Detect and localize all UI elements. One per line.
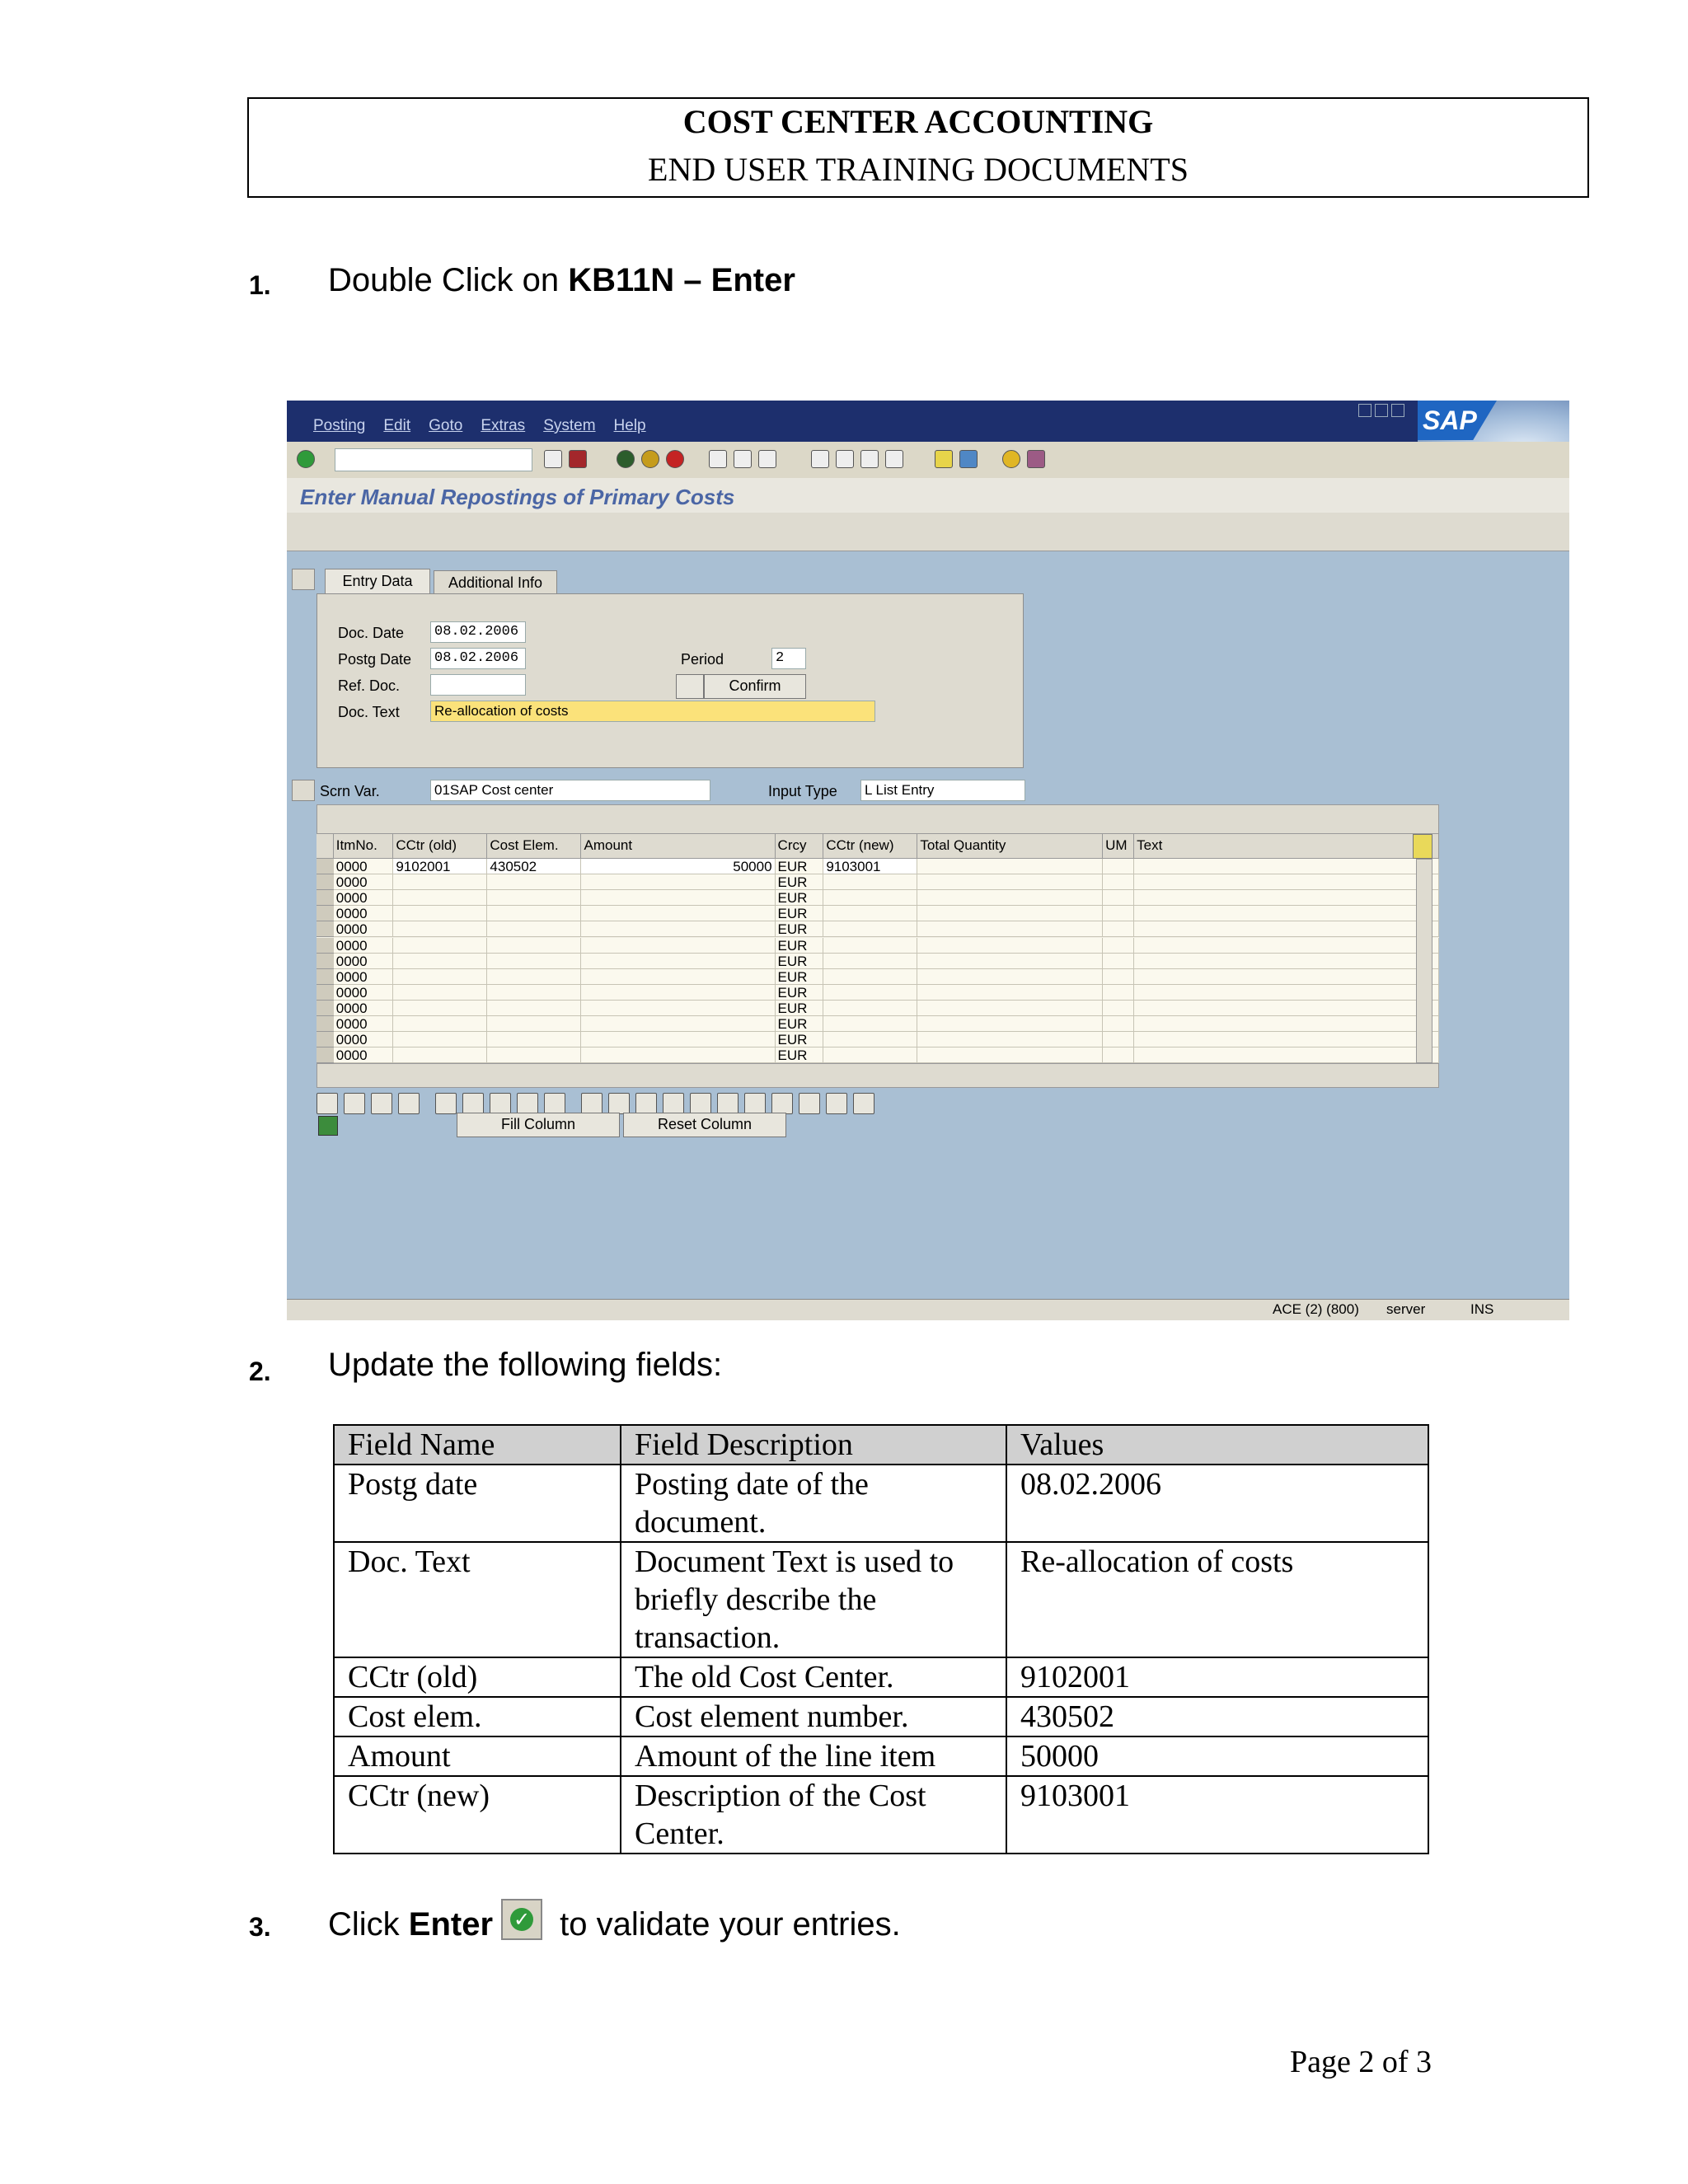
enter-icon: ✓ bbox=[501, 1899, 542, 1940]
field-table bbox=[333, 1424, 1429, 1854]
insert-row-icon[interactable] bbox=[435, 1093, 457, 1114]
grid-cell-itmno[interactable]: 0000 bbox=[334, 859, 394, 874]
grid-cell-um[interactable] bbox=[1103, 890, 1134, 906]
confirm-handshake-icon[interactable] bbox=[676, 674, 704, 699]
postg-date-label: Postg Date bbox=[338, 651, 412, 668]
period-label: Period bbox=[681, 651, 724, 668]
field-table-row bbox=[334, 1542, 1428, 1657]
command-field[interactable] bbox=[335, 448, 532, 471]
grid-cell-amount[interactable] bbox=[581, 1001, 775, 1016]
field-description-cell: Document Text is used to briefly describe the transaction. bbox=[621, 1542, 1006, 1657]
grid-cell-crcy[interactable]: EUR bbox=[776, 1016, 824, 1032]
field-description-cell: Cost element number. bbox=[621, 1697, 1006, 1736]
check-icon[interactable] bbox=[398, 1093, 420, 1114]
doc-text-input[interactable]: Re-allocation of costs bbox=[430, 701, 875, 722]
grid-cell-cost-elem[interactable] bbox=[487, 1001, 581, 1016]
grid-cell-itmno[interactable]: 0000 bbox=[334, 954, 394, 969]
grid-cell-cctr-old[interactable] bbox=[393, 921, 487, 937]
grid-cell-text[interactable] bbox=[1134, 1016, 1439, 1032]
grid-cell-total-quantity[interactable] bbox=[917, 859, 1103, 874]
cancel-icon[interactable] bbox=[666, 450, 684, 468]
grid-cell-cctr-old[interactable] bbox=[393, 1001, 487, 1016]
grid-cell-amount[interactable] bbox=[581, 874, 775, 890]
grid-horizontal-scrollbar[interactable] bbox=[316, 1063, 1439, 1088]
grid-cell-cctr-new[interactable] bbox=[823, 1001, 917, 1016]
first-page-icon[interactable] bbox=[811, 450, 829, 468]
page-number: Page 2 of 3 bbox=[1290, 2045, 1432, 2079]
step-1-text bbox=[328, 262, 795, 299]
sap-menu-bar bbox=[313, 417, 664, 435]
grid-cell-um[interactable] bbox=[1103, 969, 1134, 985]
step-1-text-bold: KB11N – Enter bbox=[568, 262, 795, 298]
header-title: COST CENTER ACCOUNTING bbox=[682, 103, 1154, 140]
field-description-cell: Posting date of the document. bbox=[621, 1465, 1006, 1542]
doc-date-label: Doc. Date bbox=[338, 625, 405, 641]
grid-cell-crcy[interactable]: EUR bbox=[776, 985, 824, 1001]
field-name-cell: Postg date bbox=[334, 1465, 621, 1542]
grid-cell-um[interactable] bbox=[1103, 906, 1134, 921]
grid-cell-cctr-old[interactable] bbox=[393, 954, 487, 969]
scrn-var-label: Scrn Var. bbox=[320, 783, 380, 799]
field-name-cell: CCtr (old) bbox=[334, 1657, 621, 1697]
layout-icon[interactable] bbox=[853, 1093, 874, 1114]
grid-cell-cost-elem[interactable] bbox=[487, 1016, 581, 1032]
grid-cell-itmno[interactable]: 0000 bbox=[334, 1032, 394, 1047]
header-field-description: Field Description bbox=[621, 1425, 1006, 1465]
grid-cell-amount[interactable] bbox=[581, 969, 775, 985]
print-list-icon[interactable] bbox=[690, 1093, 711, 1114]
paste-append-icon[interactable] bbox=[663, 1093, 684, 1114]
menu-extras[interactable]: Extras bbox=[481, 417, 526, 434]
field-name-cell: Doc. Text bbox=[334, 1542, 621, 1657]
grid-cell-cost-elem[interactable] bbox=[487, 874, 581, 890]
sap-screenshot bbox=[287, 401, 1569, 1320]
grid-cell-total-quantity[interactable] bbox=[917, 890, 1103, 906]
grid-cell-cost-elem[interactable] bbox=[487, 985, 581, 1001]
step-3-text-pre: Click bbox=[328, 1906, 409, 1943]
grid-cell-total-quantity[interactable] bbox=[917, 1032, 1103, 1047]
create-session-icon[interactable] bbox=[935, 450, 953, 468]
exit-icon[interactable] bbox=[641, 450, 659, 468]
step-1-text-pre: Double Click on bbox=[328, 262, 569, 298]
status-system: ACE (2) (800) bbox=[1273, 1301, 1359, 1317]
sap-title-bar bbox=[287, 401, 1569, 442]
input-type-select[interactable]: L List Entry bbox=[860, 780, 1025, 801]
expand-list-icon[interactable] bbox=[292, 780, 315, 801]
grid-header-amount[interactable]: Amount bbox=[581, 834, 775, 859]
menu-system[interactable]: System bbox=[543, 417, 596, 434]
grid-cell-crcy[interactable]: EUR bbox=[776, 938, 824, 954]
grid-cell-text[interactable] bbox=[1134, 1032, 1439, 1047]
step-1-number: 1. bbox=[249, 270, 271, 300]
grid-cell-cost-elem[interactable] bbox=[487, 938, 581, 954]
grid-cell-cctr-new[interactable] bbox=[823, 969, 917, 985]
field-value-cell: 08.02.2006 bbox=[1006, 1465, 1428, 1542]
reset-column-button[interactable]: Reset Column bbox=[623, 1113, 786, 1137]
grid-toolbar-strip bbox=[316, 804, 1439, 834]
grid-cell-total-quantity[interactable] bbox=[917, 954, 1103, 969]
grid-cell-itmno[interactable]: 0000 bbox=[334, 874, 394, 890]
fill-column-button[interactable]: Fill Column bbox=[457, 1113, 620, 1137]
field-description-cell: The old Cost Center. bbox=[621, 1657, 1006, 1697]
sap-logo-text: SAP bbox=[1423, 405, 1477, 435]
grid-vertical-scrollbar[interactable] bbox=[1416, 859, 1432, 1063]
grid-cell-text[interactable] bbox=[1134, 921, 1439, 937]
scrn-var-select[interactable]: 01SAP Cost center bbox=[430, 780, 710, 801]
grid-header-um[interactable]: UM bbox=[1103, 834, 1134, 859]
grid-cell-crcy[interactable]: EUR bbox=[776, 890, 824, 906]
grid-cell-amount[interactable] bbox=[581, 938, 775, 954]
input-type-label: Input Type bbox=[768, 783, 837, 799]
grid-cell-amount[interactable] bbox=[581, 985, 775, 1001]
grid-cell-total-quantity[interactable] bbox=[917, 938, 1103, 954]
filter-icon[interactable] bbox=[717, 1093, 738, 1114]
field-table-row bbox=[334, 1465, 1428, 1542]
maximize-icon[interactable] bbox=[1375, 404, 1388, 417]
field-table-row bbox=[334, 1776, 1428, 1854]
confirm-button[interactable]: Confirm bbox=[704, 674, 806, 699]
grid-cell-cctr-old[interactable] bbox=[393, 969, 487, 985]
grid-cell-cost-elem[interactable] bbox=[487, 921, 581, 937]
status-server: server bbox=[1386, 1301, 1426, 1317]
grid-cell-itmno[interactable]: 0000 bbox=[334, 985, 394, 1001]
grid-cell-cctr-old[interactable] bbox=[393, 1016, 487, 1032]
grid-cell-cost-elem[interactable]: 430502 bbox=[487, 859, 581, 874]
grid-cell-cctr-new[interactable] bbox=[823, 1047, 917, 1063]
grid-cell-amount[interactable] bbox=[581, 1047, 775, 1063]
row-selector[interactable] bbox=[316, 1047, 334, 1063]
row-selector[interactable] bbox=[316, 859, 334, 874]
print-icon[interactable] bbox=[709, 450, 727, 468]
undo-icon[interactable] bbox=[517, 1093, 538, 1114]
menu-help[interactable]: Help bbox=[613, 417, 646, 434]
field-description-cell: Description of the Cost Center. bbox=[621, 1776, 1006, 1854]
grid-cell-amount[interactable] bbox=[581, 890, 775, 906]
sap-status-bar bbox=[287, 1299, 1569, 1320]
minimize-icon[interactable] bbox=[1358, 404, 1372, 417]
grid-cell-text[interactable] bbox=[1134, 954, 1439, 969]
tab-entry-data[interactable]: Entry Data bbox=[325, 569, 430, 593]
grid-header-cctr-new[interactable]: CCtr (new) bbox=[823, 834, 917, 859]
grid-cell-cost-elem[interactable] bbox=[487, 1032, 581, 1047]
field-value-cell: 9102001 bbox=[1006, 1657, 1428, 1697]
grid-cell-um[interactable] bbox=[1103, 1032, 1134, 1047]
grid-cell-cctr-new[interactable] bbox=[823, 1016, 917, 1032]
grid-cell-total-quantity[interactable] bbox=[917, 1016, 1103, 1032]
ref-doc-input[interactable] bbox=[430, 674, 526, 696]
field-table-header bbox=[334, 1425, 1428, 1465]
grid-cell-text[interactable] bbox=[1134, 859, 1439, 874]
grid-cell-um[interactable] bbox=[1103, 954, 1134, 969]
grid-cell-itmno[interactable]: 0000 bbox=[334, 890, 394, 906]
help-icon[interactable] bbox=[1002, 450, 1020, 468]
grid-cell-cctr-old[interactable] bbox=[393, 1047, 487, 1063]
previous-page-icon[interactable] bbox=[836, 450, 854, 468]
grid-cell-crcy[interactable]: EUR bbox=[776, 921, 824, 937]
grid-cell-crcy[interactable]: EUR bbox=[776, 859, 824, 874]
close-icon[interactable] bbox=[1391, 404, 1404, 417]
grid-cell-cctr-new[interactable] bbox=[823, 890, 917, 906]
document-header bbox=[247, 97, 1589, 198]
grid-cell-amount[interactable] bbox=[581, 906, 775, 921]
grid-cell-itmno[interactable]: 0000 bbox=[334, 969, 394, 985]
grid-cell-cctr-new[interactable] bbox=[823, 921, 917, 937]
grid-cell-cctr-old[interactable] bbox=[393, 874, 487, 890]
grid-cell-cctr-new[interactable] bbox=[823, 938, 917, 954]
header-values: Values bbox=[1006, 1425, 1428, 1465]
grid-header-cctr-old[interactable]: CCtr (old) bbox=[393, 834, 487, 859]
grid-cell-um[interactable] bbox=[1103, 859, 1134, 874]
grid-cell-total-quantity[interactable] bbox=[917, 1047, 1103, 1063]
grid-header-itmno[interactable]: ItmNo. bbox=[334, 834, 394, 859]
row-selector[interactable] bbox=[316, 985, 334, 1001]
grid-header-crcy[interactable]: Crcy bbox=[776, 834, 824, 859]
grid-cell-amount[interactable]: 50000 bbox=[581, 859, 775, 874]
field-name-cell: Amount bbox=[334, 1736, 621, 1776]
last-page-icon[interactable] bbox=[885, 450, 903, 468]
row-selector[interactable] bbox=[316, 890, 334, 906]
grid-cell-text[interactable] bbox=[1134, 938, 1439, 954]
grid-cell-itmno[interactable]: 0000 bbox=[334, 1047, 394, 1063]
field-value-cell: 9103001 bbox=[1006, 1776, 1428, 1854]
step-2-number: 2. bbox=[249, 1357, 271, 1386]
grid-select-all[interactable] bbox=[316, 834, 334, 859]
grid-header-total-quantity[interactable]: Total Quantity bbox=[917, 834, 1103, 859]
tab-additional-info[interactable]: Additional Info bbox=[434, 570, 557, 593]
row-selector[interactable] bbox=[316, 921, 334, 937]
shortcut-icon[interactable] bbox=[959, 450, 978, 468]
grid-cell-cctr-new[interactable] bbox=[823, 906, 917, 921]
postg-date-input[interactable]: 08.02.2006 bbox=[430, 648, 526, 669]
row-selector[interactable] bbox=[316, 1016, 334, 1032]
find-next-icon[interactable] bbox=[758, 450, 776, 468]
sap-application-toolbar bbox=[287, 513, 1569, 551]
save-icon[interactable] bbox=[569, 450, 587, 468]
grid-cell-cctr-new[interactable] bbox=[823, 874, 917, 890]
deselect-all-icon[interactable] bbox=[371, 1093, 392, 1114]
menu-posting[interactable]: Posting bbox=[313, 417, 366, 434]
doc-text-label: Doc. Text bbox=[338, 704, 400, 720]
grid-cell-itmno[interactable]: 0000 bbox=[334, 938, 394, 954]
grid-cell-cost-elem[interactable] bbox=[487, 890, 581, 906]
grid-cell-um[interactable] bbox=[1103, 1001, 1134, 1016]
grid-cell-um[interactable] bbox=[1103, 921, 1134, 937]
grid-cell-cctr-old[interactable]: 9102001 bbox=[393, 859, 487, 874]
grid-cell-text[interactable] bbox=[1134, 985, 1439, 1001]
grid-cell-itmno[interactable]: 0000 bbox=[334, 1016, 394, 1032]
grid-cell-text[interactable] bbox=[1134, 874, 1439, 890]
sort-icon[interactable] bbox=[799, 1093, 820, 1114]
grid-cell-itmno[interactable]: 0000 bbox=[334, 921, 394, 937]
grid-cell-cctr-new[interactable] bbox=[823, 1032, 917, 1047]
grid-cell-um[interactable] bbox=[1103, 1016, 1134, 1032]
grid-cell-amount[interactable] bbox=[581, 1032, 775, 1047]
grid-cell-cost-elem[interactable] bbox=[487, 969, 581, 985]
header-subtitle: END USER TRAINING DOCUMENTS bbox=[648, 151, 1189, 188]
step-3-text-post: to validate your entries. bbox=[551, 1906, 901, 1943]
grid-cell-cctr-new[interactable] bbox=[823, 954, 917, 969]
row-selector[interactable] bbox=[316, 954, 334, 969]
row-selector[interactable] bbox=[316, 1032, 334, 1047]
sum-icon[interactable] bbox=[318, 1116, 338, 1136]
find-icon[interactable] bbox=[734, 450, 752, 468]
period-input[interactable]: 2 bbox=[771, 648, 806, 669]
grid-cell-crcy[interactable]: EUR bbox=[776, 874, 824, 890]
field-value-cell: 50000 bbox=[1006, 1736, 1428, 1776]
ref-doc-label: Ref. Doc. bbox=[338, 677, 401, 694]
grid-cell-total-quantity[interactable] bbox=[917, 906, 1103, 921]
copy-row-icon[interactable] bbox=[462, 1093, 484, 1114]
sap-toolbar bbox=[287, 442, 1569, 479]
grid-cell-crcy[interactable]: EUR bbox=[776, 1001, 824, 1016]
paste-icon[interactable] bbox=[635, 1093, 657, 1114]
grid-cell-crcy[interactable]: EUR bbox=[776, 1032, 824, 1047]
field-description-cell: Amount of the line item bbox=[621, 1736, 1006, 1776]
back-icon[interactable] bbox=[617, 450, 635, 468]
cut-icon[interactable] bbox=[581, 1093, 603, 1114]
details-icon[interactable] bbox=[316, 1093, 338, 1114]
grid-cell-text[interactable] bbox=[1134, 1047, 1439, 1063]
grid-cell-crcy[interactable]: EUR bbox=[776, 969, 824, 985]
grid-cell-text[interactable] bbox=[1134, 969, 1439, 985]
doc-date-input[interactable]: 08.02.2006 bbox=[430, 621, 526, 643]
grid-cell-total-quantity[interactable] bbox=[917, 1001, 1103, 1016]
delete-row-icon[interactable] bbox=[490, 1093, 511, 1114]
grid-cell-total-quantity[interactable] bbox=[917, 874, 1103, 890]
layout-menu-icon[interactable] bbox=[1027, 450, 1045, 468]
grid-cell-amount[interactable] bbox=[581, 1016, 775, 1032]
select-all-icon[interactable] bbox=[344, 1093, 365, 1114]
grid-cell-total-quantity[interactable] bbox=[917, 985, 1103, 1001]
row-selector[interactable] bbox=[316, 874, 334, 890]
grid-cell-text[interactable] bbox=[1134, 1001, 1439, 1016]
grid-cell-crcy[interactable]: EUR bbox=[776, 1047, 824, 1063]
grid-cell-um[interactable] bbox=[1103, 985, 1134, 1001]
export-icon[interactable] bbox=[826, 1093, 847, 1114]
step-2-text: Update the following fields: bbox=[328, 1347, 723, 1383]
enter-icon[interactable] bbox=[297, 450, 315, 468]
status-mode: INS bbox=[1470, 1301, 1494, 1317]
grid-header-cost-elem[interactable]: Cost Elem. bbox=[487, 834, 581, 859]
grid-cell-cctr-old[interactable] bbox=[393, 985, 487, 1001]
menu-edit[interactable]: Edit bbox=[383, 417, 411, 434]
grid-cell-cctr-new[interactable]: 9103001 bbox=[823, 859, 917, 874]
grid-cell-total-quantity[interactable] bbox=[917, 921, 1103, 937]
grid-cell-total-quantity[interactable] bbox=[917, 969, 1103, 985]
grid-cell-itmno[interactable]: 0000 bbox=[334, 906, 394, 921]
grid-cell-crcy[interactable]: EUR bbox=[776, 954, 824, 969]
expand-header-icon[interactable] bbox=[292, 569, 315, 590]
grid-cell-amount[interactable] bbox=[581, 921, 775, 937]
field-name-cell: CCtr (new) bbox=[334, 1776, 621, 1854]
entry-data-panel bbox=[316, 593, 1024, 768]
row-selector[interactable] bbox=[316, 938, 334, 954]
grid-cell-text[interactable] bbox=[1134, 906, 1439, 921]
step-3-number: 3. bbox=[249, 1912, 271, 1942]
field-value-cell: 430502 bbox=[1006, 1697, 1428, 1736]
find-icon[interactable] bbox=[744, 1093, 766, 1114]
step-3-text-bold: Enter bbox=[408, 1906, 494, 1943]
grid-cell-amount[interactable] bbox=[581, 954, 775, 969]
back-arrow-icon[interactable] bbox=[544, 450, 562, 468]
grid-cell-cctr-old[interactable] bbox=[393, 938, 487, 954]
field-name-cell: Cost elem. bbox=[334, 1697, 621, 1736]
field-table-row bbox=[334, 1657, 1428, 1697]
grid-header-text[interactable]: Text bbox=[1134, 834, 1439, 859]
copy-icon[interactable] bbox=[608, 1093, 630, 1114]
row-selector[interactable] bbox=[316, 969, 334, 985]
grid-cell-cctr-new[interactable] bbox=[823, 985, 917, 1001]
grid-cell-text[interactable] bbox=[1134, 890, 1439, 906]
grid-cell-cctr-old[interactable] bbox=[393, 890, 487, 906]
grid-cell-cost-elem[interactable] bbox=[487, 954, 581, 969]
grid-cell-um[interactable] bbox=[1103, 938, 1134, 954]
grid-cell-um[interactable] bbox=[1103, 874, 1134, 890]
row-selector[interactable] bbox=[316, 1001, 334, 1016]
field-value-cell: Re-allocation of costs bbox=[1006, 1542, 1428, 1657]
grid-cell-cctr-old[interactable] bbox=[393, 906, 487, 921]
grid-cell-um[interactable] bbox=[1103, 1047, 1134, 1063]
column-settings-icon[interactable] bbox=[1413, 834, 1432, 859]
grid-cell-crcy[interactable]: EUR bbox=[776, 906, 824, 921]
step-3-text bbox=[328, 1899, 901, 1943]
line-item-grid bbox=[316, 834, 1439, 1063]
next-page-icon[interactable] bbox=[860, 450, 879, 468]
header-field-name: Field Name bbox=[334, 1425, 621, 1465]
sap-screen-title: Enter Manual Repostings of Primary Costs bbox=[300, 485, 735, 509]
row-selector[interactable] bbox=[316, 906, 334, 921]
window-controls[interactable] bbox=[1358, 404, 1408, 420]
grid-cell-cost-elem[interactable] bbox=[487, 906, 581, 921]
field-table-row bbox=[334, 1697, 1428, 1736]
duplicate-icon[interactable] bbox=[544, 1093, 565, 1114]
grid-cell-cost-elem[interactable] bbox=[487, 1047, 581, 1063]
menu-goto[interactable]: Goto bbox=[429, 417, 463, 434]
grid-cell-cctr-old[interactable] bbox=[393, 1032, 487, 1047]
field-table-row bbox=[334, 1736, 1428, 1776]
find-next-icon[interactable] bbox=[771, 1093, 793, 1114]
grid-cell-itmno[interactable]: 0000 bbox=[334, 1001, 394, 1016]
